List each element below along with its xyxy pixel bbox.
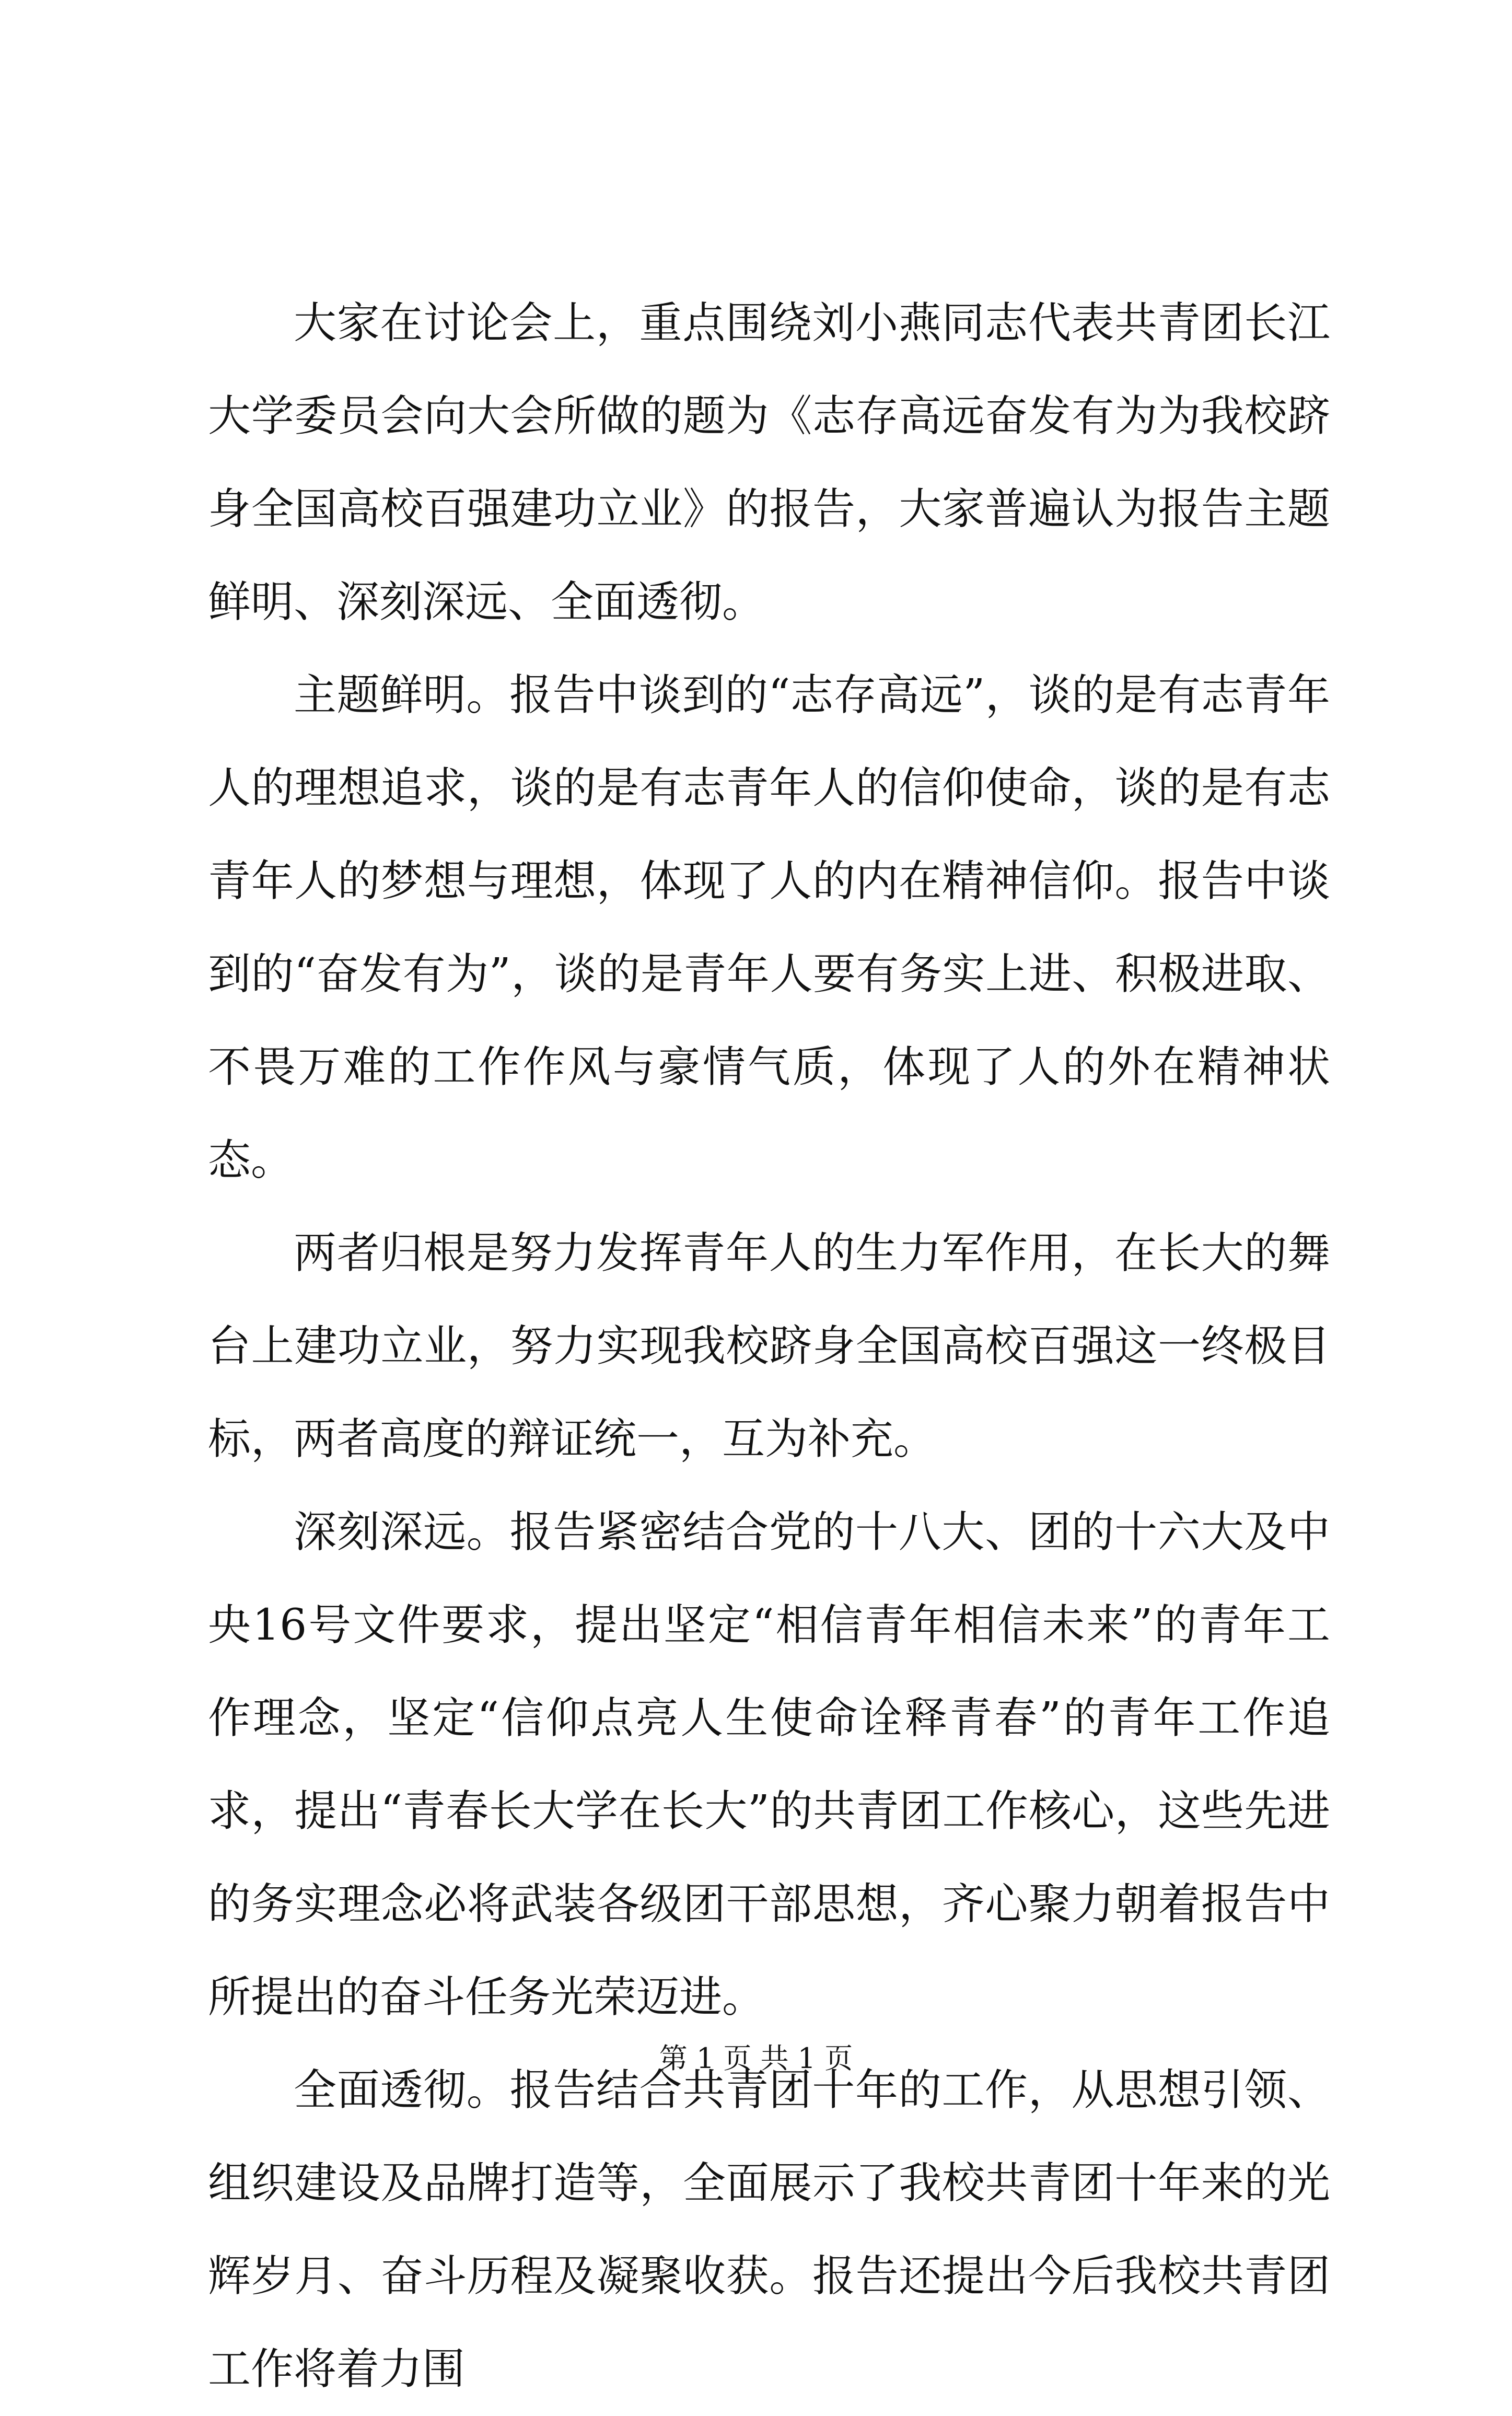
paragraph-profound: 深刻深远。报告紧密结合党的十八大、团的十六大及中央16号文件要求，提出坚定“相信青年相信未来”的青年工作理念，坚定“信仰点亮人生使命诠释青春”的青年工作追求，提出“青春长大学在长大”的共青团工作核心，这些先进的务实理念必将武装各级团干部思想，齐心聚力朝着报告中所提出的奋斗任务光荣迈进。 (208, 1507, 1330, 2022)
page-footer: 第 1 页 共 1 页 (659, 2042, 853, 2075)
paragraph-theme-clear: 主题鲜明。报告中谈到的“志存高远”，谈的是有志青年人的理想追求，谈的是有志青年人的信仰使命，谈的是有志青年人的梦想与理想，体现了人的内在精神信仰。报告中谈到的“奋发有为”，谈的是青年人要有务实上进、积极进取、不畏万难的工作作风与豪情气质，体现了人的外在精神状态。 (208, 670, 1330, 1185)
paragraph-comprehensive: 全面透彻。报告结合共青团十年的工作，从思想引领、组织建设及品牌打造等，全面展示了我校共青团十年来的光辉岁月、奋斗历程及凝聚收获。报告还提出今后我校共青团工作将着力围 (208, 2065, 1330, 2394)
paragraph-discussion-intro: 大家在讨论会上，重点围绕刘小燕同志代表共青团长江大学委员会向大会所做的题为《志存高远奋发有为为我校跻身全国高校百强建功立业》的报告，大家普遍认为报告主题鲜明、深刻深远、全面透彻。 (208, 298, 1330, 627)
document-body (208, 277, 1330, 2416)
paragraph-dialectical-unity: 两者归根是努力发挥青年人的生力军作用，在长大的舞台上建功立业，努力实现我校跻身全国高校百强这一终极目标，两者高度的辩证统一，互为补充。 (208, 1228, 1330, 1464)
